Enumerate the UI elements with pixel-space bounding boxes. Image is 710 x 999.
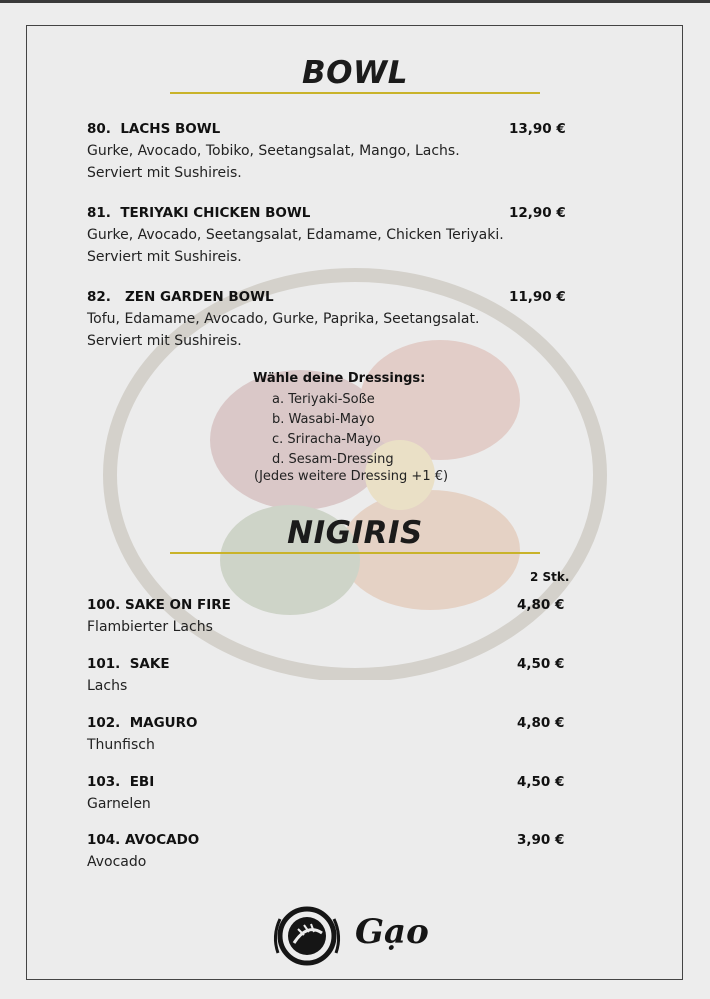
dressing-option: c. Sriracha-Mayo — [272, 432, 381, 447]
dressing-option: a. Teriyaki-Soße — [272, 392, 375, 407]
nigiri-item-103-description: Garnelen — [87, 796, 151, 812]
nigiri-item-103-name: 103. EBI — [87, 774, 155, 790]
section-underline-bowl — [170, 92, 540, 94]
bowl-item-82-price: 11,90 € — [509, 289, 566, 305]
nigiri-item-104-description: Avocado — [87, 854, 147, 870]
dressing-option: b. Wasabi-Mayo — [272, 412, 375, 427]
nigiri-item-100-name: 100. SAKE ON FIRE — [87, 597, 231, 613]
nigiri-item-102-price: 4,80 € — [517, 715, 565, 731]
nigiri-item-100-price: 4,80 € — [517, 597, 565, 613]
bowl-item-82-description: Tofu, Edamame, Avocado, Gurke, Paprika, Seetangsalat. Serviert mit Sushireis. — [87, 311, 480, 349]
bowl-item-81-description: Gurke, Avocado, Seetangsalat, Edamame, Chicken Teriyaki. Serviert mit Sushireis. — [87, 227, 504, 265]
dressing-option: d. Sesam-Dressing — [272, 452, 394, 467]
nigiri-item-101-price: 4,50 € — [517, 656, 565, 672]
bowl-item-81-name: 81. TERIYAKI CHICKEN BOWL — [87, 205, 311, 221]
bowl-item-82-name: 82. ZEN GARDEN BOWL — [87, 289, 274, 305]
nigiris-quantity-note: 2 Stk. — [530, 570, 570, 584]
nigiri-item-102-name: 102. MAGURO — [87, 715, 198, 731]
top-border — [0, 0, 710, 3]
dressings-title: Wähle deine Dressings: — [253, 371, 426, 386]
bowl-item-80-price: 13,90 € — [509, 121, 566, 137]
nigiri-item-102-description: Thunfisch — [87, 737, 155, 753]
section-underline-nigiris — [170, 552, 540, 554]
nigiri-item-101-name: 101. SAKE — [87, 656, 170, 672]
nigiri-item-103-price: 4,50 € — [517, 774, 565, 790]
section-title-nigiris: NIGIRIS — [287, 515, 423, 551]
nigiri-item-100-description: Flambierter Lachs — [87, 619, 213, 635]
section-title-bowl: BOWL — [302, 55, 408, 91]
nigiri-item-101-description: Lachs — [87, 678, 128, 694]
dressings-extra-note: (Jedes weitere Dressing +1 €) — [254, 469, 449, 484]
nigiri-item-104-price: 3,90 € — [517, 832, 565, 848]
nigiri-item-104-name: 104. AVOCADO — [87, 832, 200, 848]
bowl-item-80-name: 80. LACHS BOWL — [87, 121, 221, 137]
brand-wordmark: Gạo — [355, 912, 429, 952]
bowl-item-80-description: Gurke, Avocado, Tobiko, Seetangsalat, Mango, Lachs. Serviert mit Sushireis. — [87, 143, 460, 181]
bowl-item-81-price: 12,90 € — [509, 205, 566, 221]
dressings-list — [272, 390, 394, 470]
